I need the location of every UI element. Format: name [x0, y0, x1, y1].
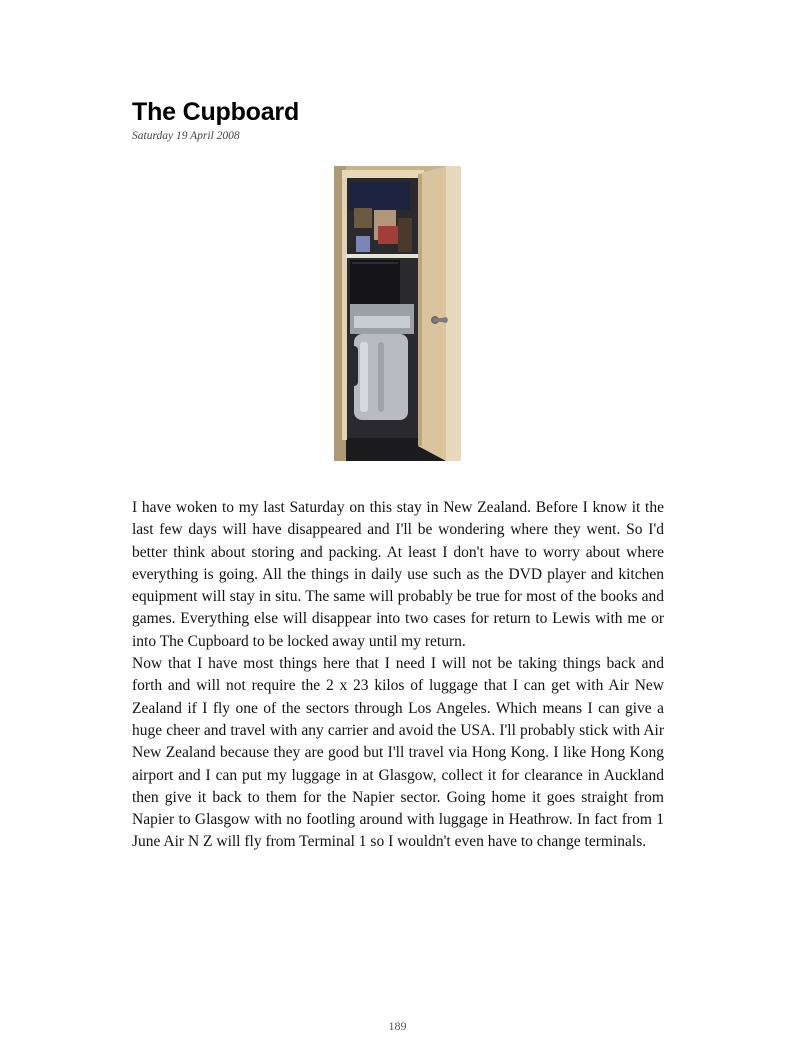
- paragraph: Now that I have most things here that I need I will not be taking things back and forth and will not require the 2 x 23 kilos of luggage that I can get with Air New Zealand if I fly one of the sectors through Los Angeles. Which means I can give a huge cheer and travel with any carrier and avoid the USA. I'll probably stick with Air New Zealand because they are good but I'll travel via Hong Kong. I like Hong Kong airport and I can put my luggage in at Glasgow, collect it for clearance in Auckland then give it back to them for the Napier sector. Going home it goes straight from Napier to Glasgow with no footling around with luggage in Heathrow. In fact from 1 June Air N Z will fly from Terminal 1 so I wouldn't even have to change terminals.: [132, 655, 664, 851]
- paragraph: I have woken to my last Saturday on this stay in New Zealand. Before I know it the last few days will have disappeared and I'll be wondering where they went. So I'd better think about storing and packing. At least I don't have to worry about where everything is going. All the things in daily use such as the DVD player and kitchen equipment will stay in situ. The same will probably be true for most of the books and games. Everything else will disappear into two cases for return to Lewis with me or into The Cupboard to be locked away until my return.: [132, 499, 664, 650]
- page-title: The Cupboard: [132, 98, 300, 126]
- post-date: Saturday 19 April 2008: [132, 130, 240, 142]
- article-body: [132, 497, 664, 854]
- cupboard-photo: [334, 166, 461, 461]
- page-number: 189: [388, 1019, 407, 1033]
